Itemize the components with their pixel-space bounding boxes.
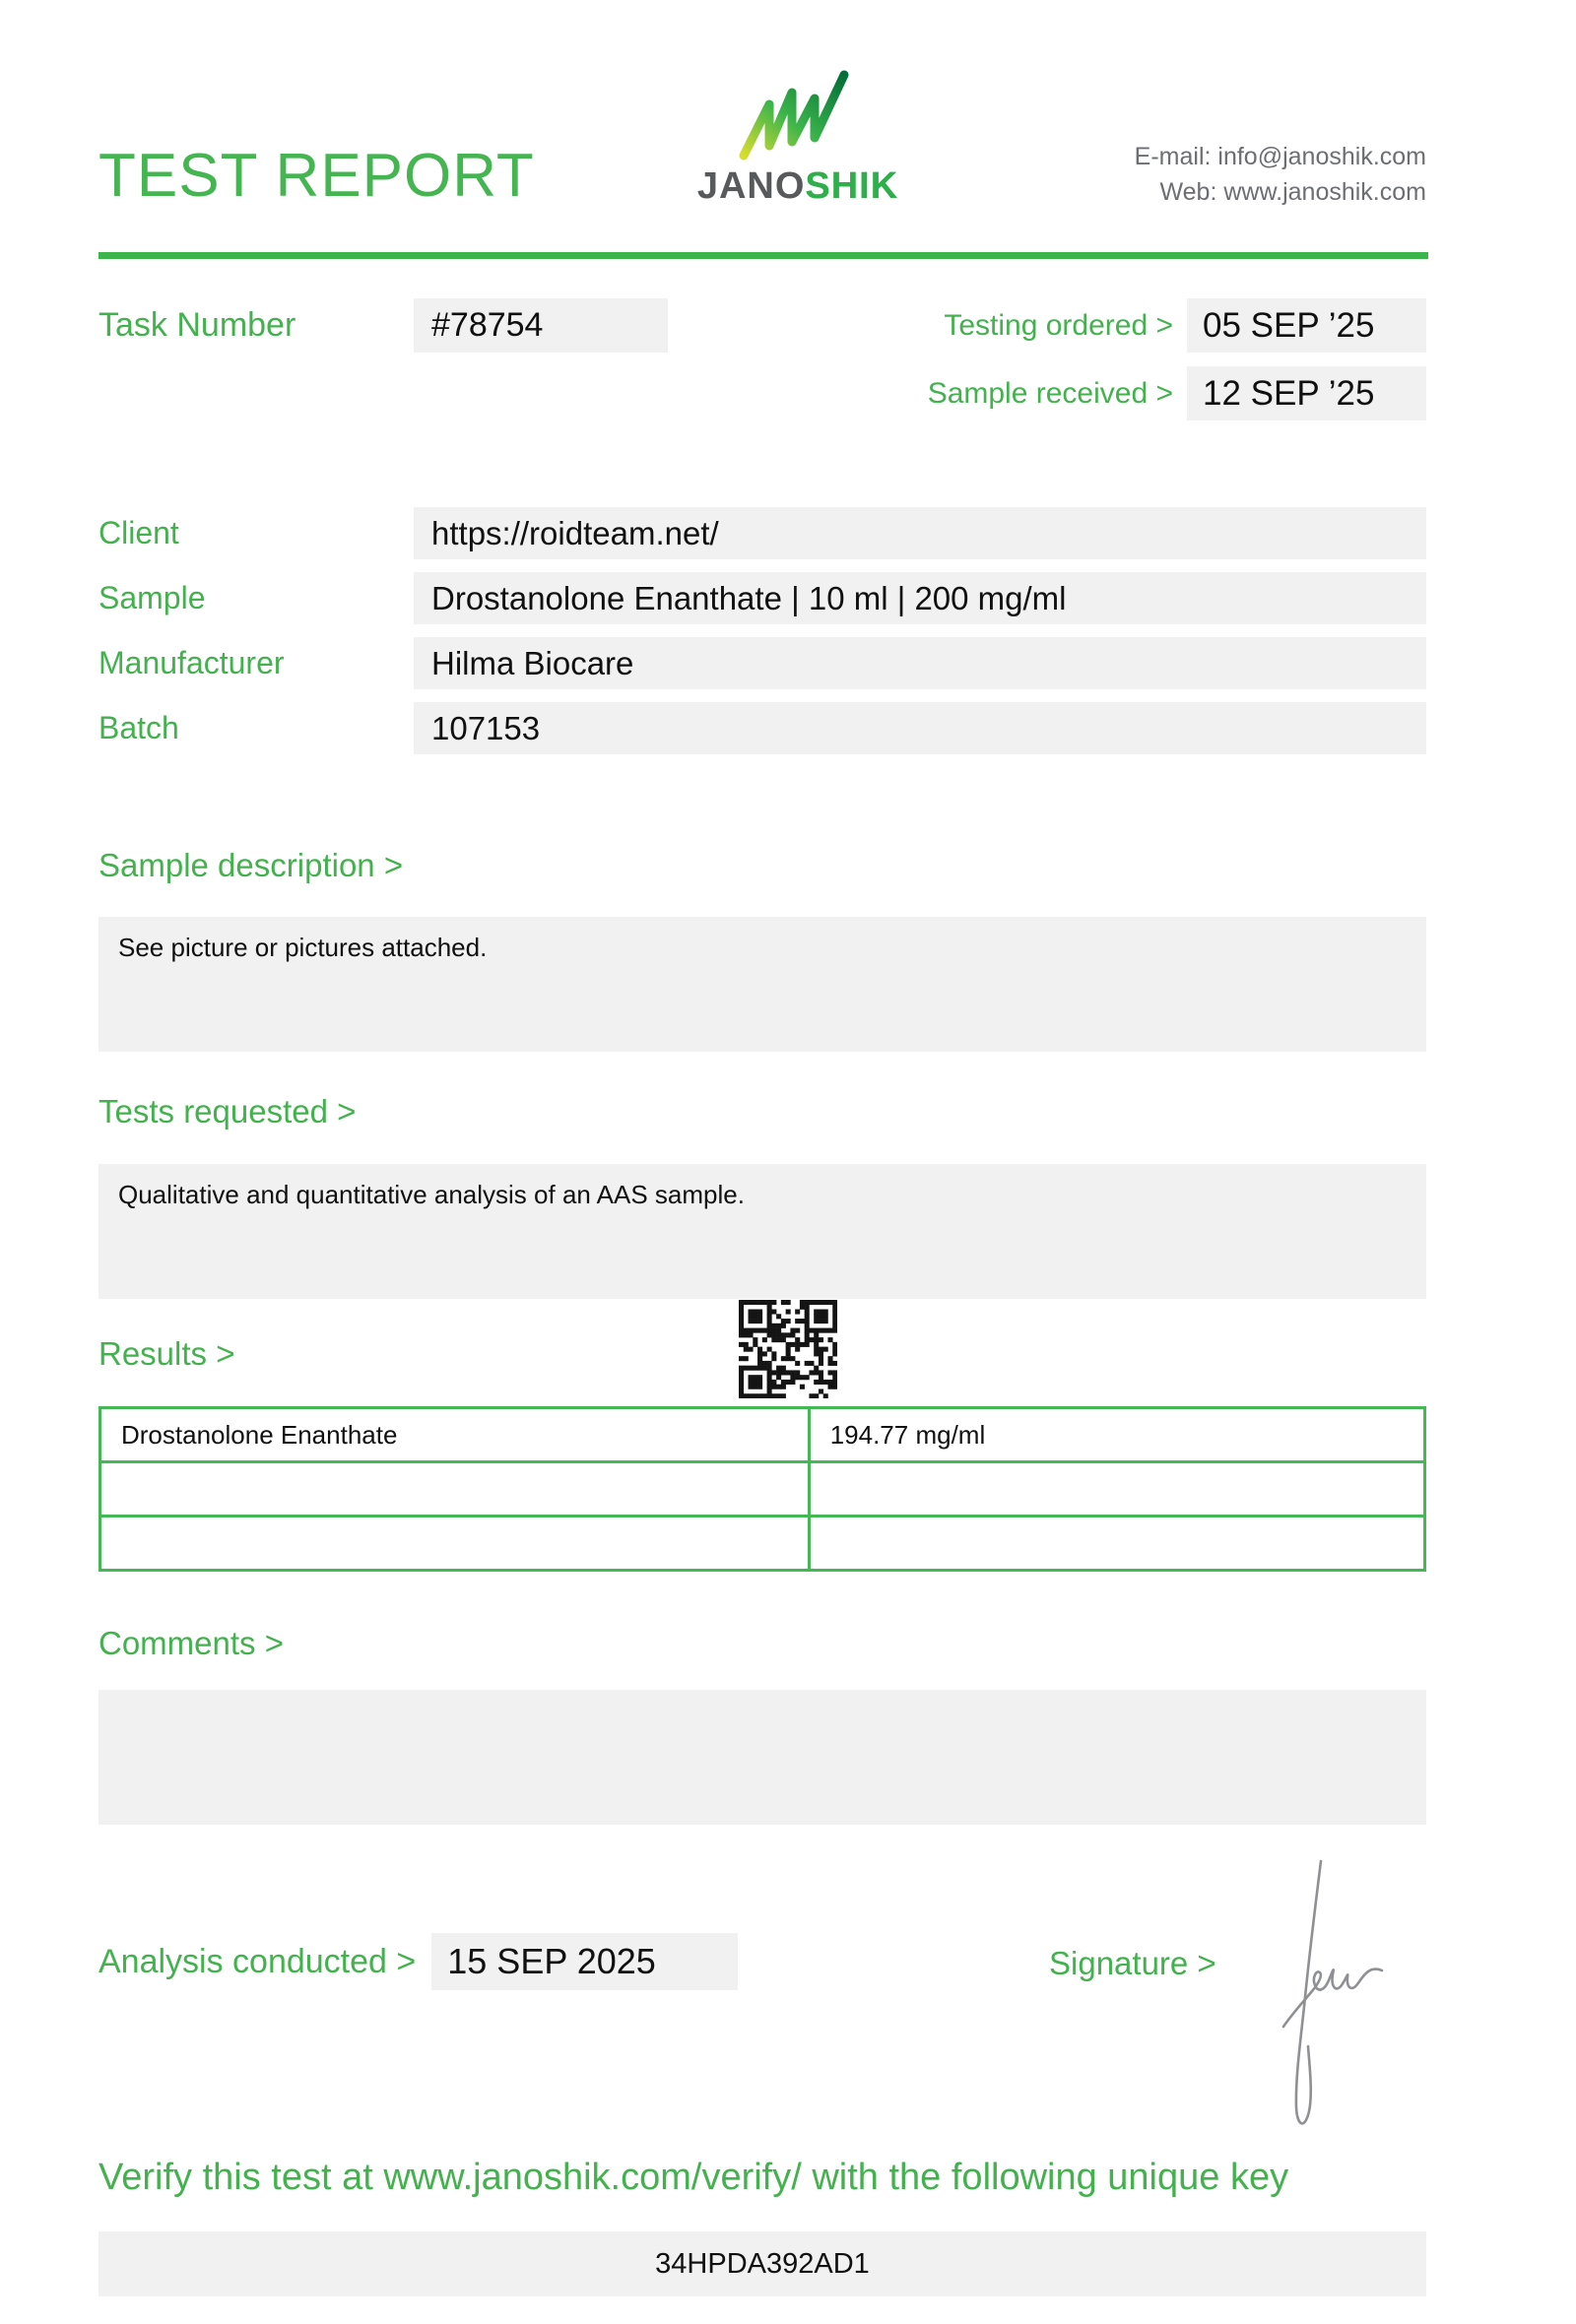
sample-label: Sample [98,580,206,615]
web-value: www.janoshik.com [1223,177,1426,206]
field-row-batch [98,702,1426,754]
sample-description-box: See picture or pictures attached. [98,917,1426,1052]
logo-word-jano: JANO [696,165,806,207]
field-row-sample [98,572,1426,624]
result-analyte [100,1517,810,1571]
results-table [98,1406,1426,1572]
logo-word-shik: SHIK [805,165,899,207]
task-number-label: Task Number [98,306,296,344]
contact-info [1135,140,1426,210]
batch-label: Batch [98,710,179,745]
manufacturer-label: Manufacturer [98,645,285,680]
result-value [809,1517,1424,1571]
verify-key: 34HPDA392AD1 [98,2231,1426,2296]
field-row-manufacturer [98,637,1426,689]
rising-chart-icon [738,69,858,163]
table-row [100,1517,1425,1571]
header-divider [98,252,1428,259]
sample-description-heading: Sample description > [98,847,404,883]
task-number-row [98,298,668,353]
sample-received-label: Sample received > [927,376,1173,410]
task-number-value: #78754 [414,298,668,353]
sample-received-row [928,366,1426,420]
sample-received-value: 12 SEP ’25 [1187,366,1426,420]
signature-label: Signature > [1049,1945,1216,1981]
signature-scribble [1266,1849,1453,2145]
web-label: Web: [1159,177,1217,206]
result-analyte: Drostanolone Enanthate [100,1408,810,1462]
result-value [809,1462,1424,1517]
comments-box [98,1690,1426,1825]
table-row [100,1462,1425,1517]
email-label: E-mail: [1134,143,1212,170]
analysis-conducted-date: 15 SEP 2025 [431,1933,738,1990]
tests-requested-box: Qualitative and quantitative analysis of an AAS sample. [98,1164,1426,1299]
results-heading: Results > [98,1335,235,1372]
dates-block [928,298,1426,420]
batch-value: 107153 [414,702,1426,754]
field-row-client [98,507,1426,559]
analysis-conducted-label: Analysis conducted > [98,1942,417,1980]
result-value: 194.77 mg/ml [809,1408,1424,1462]
qr-code [739,1300,837,1398]
contact-web-line [1135,175,1426,211]
contact-email-line [1135,140,1426,175]
testing-ordered-label: Testing ordered > [944,308,1173,342]
verify-instruction: Verify this test at www.janoshik.com/verify/ with the following unique key [98,2157,1289,2198]
page-title: TEST REPORT [98,142,535,210]
testing-ordered-row [944,298,1426,353]
sample-value: Drostanolone Enanthate | 10 ml | 200 mg/ml [414,572,1426,624]
janoshik-logo [680,69,916,205]
analysis-conducted-row [98,1933,738,1990]
logo-wordmark [680,167,916,205]
client-value: https://roidteam.net/ [414,507,1426,559]
testing-ordered-value: 05 SEP ’25 [1187,298,1426,353]
client-label: Client [98,515,179,550]
result-analyte [100,1462,810,1517]
tests-requested-heading: Tests requested > [98,1093,357,1130]
sample-info-fields [98,507,1426,754]
comments-heading: Comments > [98,1625,284,1661]
manufacturer-value: Hilma Biocare [414,637,1426,689]
email-value: info@janoshik.com [1217,143,1426,170]
table-row [100,1408,1425,1462]
